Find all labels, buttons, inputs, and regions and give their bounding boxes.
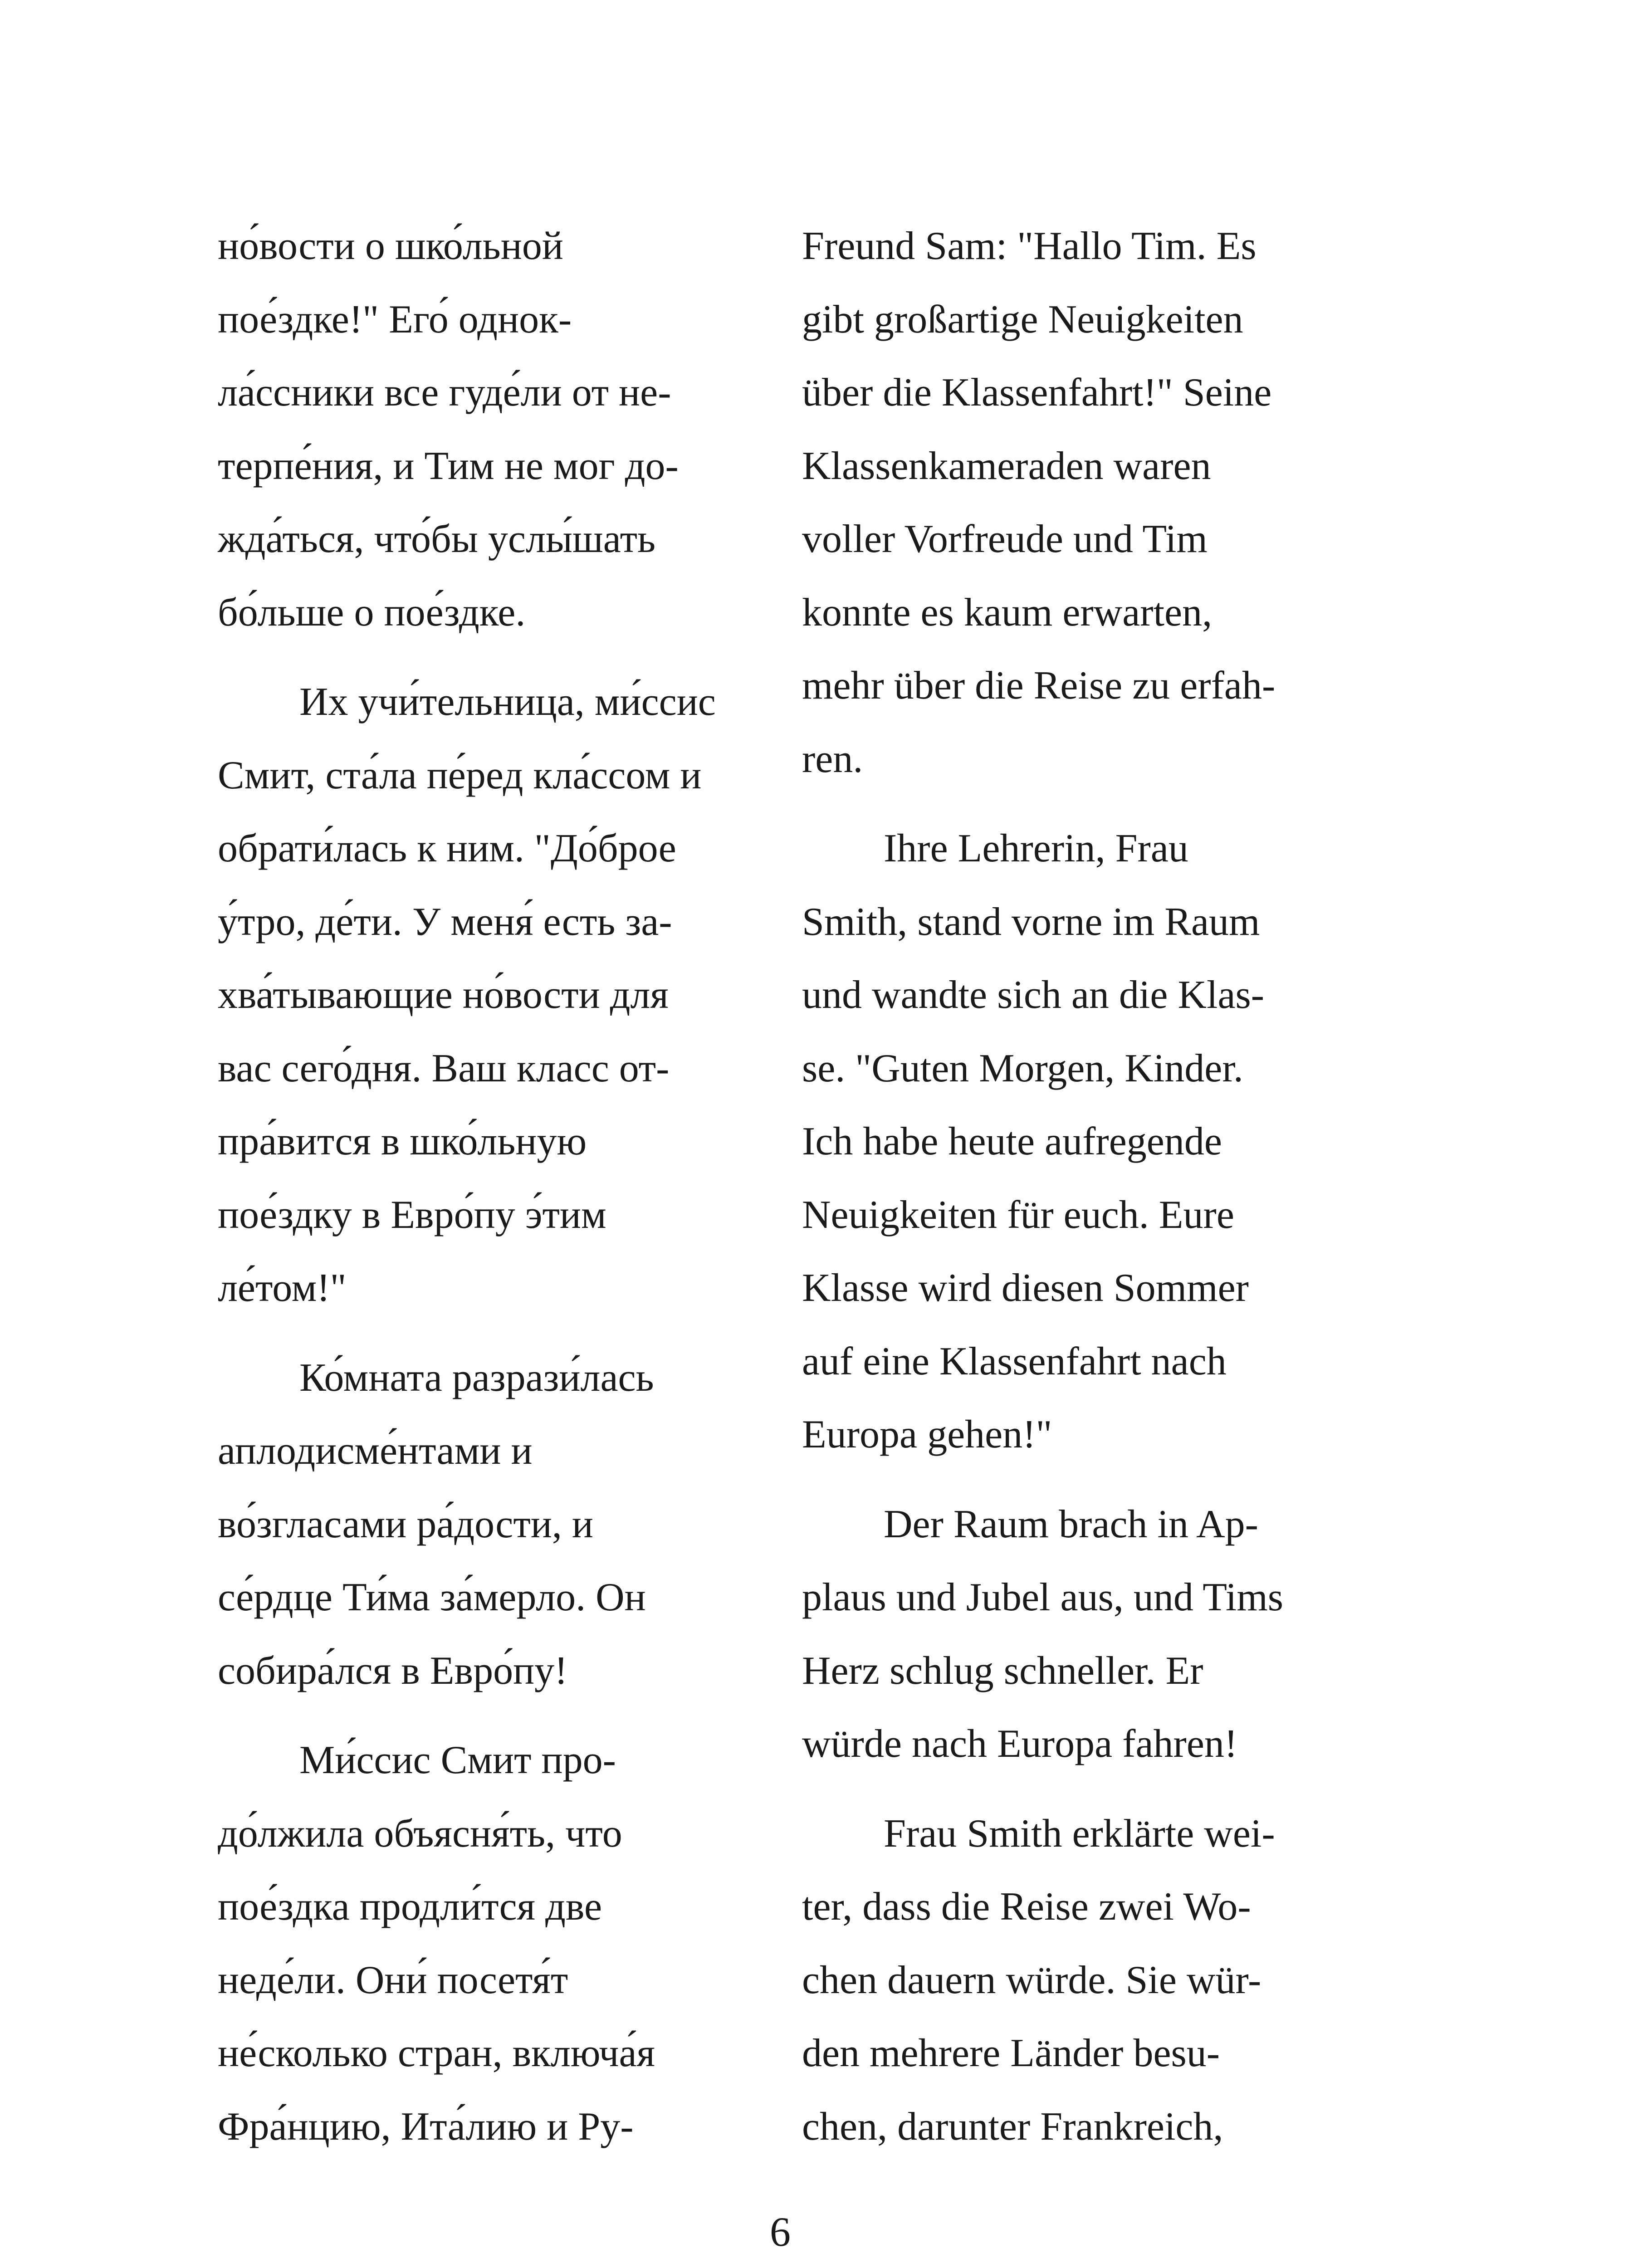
german-text-line: konnte es kaum erwarten, (802, 590, 1213, 635)
german-text-line: se. "Guten Morgen, Kinder. (802, 1046, 1243, 1090)
russian-text-line: во́згласами ра́дости, и (218, 1502, 594, 1546)
german-text-line: und wandte sich an die Klas- (802, 973, 1265, 1017)
german-column (802, 210, 1346, 2163)
russian-text-line: не́сколько стран, включа́я (218, 2031, 655, 2075)
german-text-line: Der Raum brach in Ap- (884, 1502, 1258, 1546)
russian-paragraph (218, 665, 780, 1325)
german-text-line: gibt großartige Neuigkeiten (802, 297, 1243, 342)
russian-text-line: терпе́ния, и Тим не мог до- (218, 444, 679, 488)
russian-text-line: ле́том!" (218, 1266, 347, 1310)
russian-text-line: до́лжила объясня́ть, что (218, 1811, 622, 1856)
russian-text-line: пое́здку в Евро́пу э́тим (218, 1193, 606, 1237)
german-text-line: den mehrere Länder besu- (802, 2031, 1220, 2075)
russian-text-line: Ко́мната разрази́лась (299, 1355, 654, 1400)
german-text-line: Europa gehen!" (802, 1413, 1052, 1457)
russian-text-line: пра́вится в шко́льную (218, 1119, 587, 1163)
russian-text-line: жда́ться, что́бы услы́шать (218, 517, 656, 561)
russian-paragraph (218, 210, 780, 649)
russian-text-line: неде́ли. Они́ посетя́т (218, 1958, 568, 2002)
german-paragraph (802, 812, 1346, 1471)
german-text-line: chen, darunter Frankreich, (802, 2104, 1223, 2149)
german-text-line: Ich habe heute aufregende (802, 1119, 1222, 1163)
german-text-line: mehr über die Reise zu erfah- (802, 664, 1276, 708)
german-text-line: über die Klassenfahrt!" Seine (802, 371, 1272, 415)
german-text-line: Klassenkameraden waren (802, 444, 1211, 488)
russian-text-line: Фра́нцию, Ита́лию и Ру- (218, 2104, 634, 2149)
russian-text-line: но́вости о шко́льной (218, 224, 563, 268)
russian-paragraph (218, 1341, 780, 1708)
page-number: 6 (770, 2209, 791, 2255)
russian-text-line: вас сего́дня. Ваш класс от- (218, 1046, 670, 1090)
german-text-line: auf eine Klassenfahrt nach (802, 1339, 1227, 1383)
german-text-line: Herz schlug schneller. Er (802, 1648, 1203, 1693)
russian-text-line: собира́лся в Евро́пу! (218, 1648, 568, 1693)
german-paragraph (802, 1797, 1346, 2164)
german-text-line: ren. (802, 737, 863, 781)
german-paragraph (802, 1488, 1346, 1781)
russian-text-line: у́тро, де́ти. У меня́ есть за- (218, 899, 672, 944)
russian-text-line: се́рдце Ти́ма за́мерло. Он (218, 1575, 646, 1619)
german-text-line: plaus und Jubel aus, und Tims (802, 1575, 1284, 1619)
russian-text-line: Их учи́тельница, ми́ссис (299, 680, 716, 724)
russian-column (218, 210, 780, 2163)
german-text-line: Smith, stand vorne im Raum (802, 899, 1260, 944)
german-paragraph (802, 210, 1346, 796)
german-text-line: ter, dass die Reise zwei Wo- (802, 1885, 1251, 1929)
russian-text-line: обрати́лась к ним. "До́брое (218, 826, 676, 870)
german-text-line: Klasse wird diesen Sommer (802, 1266, 1249, 1310)
russian-text-line: бо́льше о пое́здке. (218, 590, 526, 635)
russian-text-line: ла́ссники все гуде́ли от не- (218, 371, 671, 415)
german-text-line: Neuigkeiten für euch. Eure (802, 1193, 1234, 1237)
german-text-line: Ihre Lehrerin, Frau (884, 826, 1188, 870)
german-text-line: voller Vorfreude und Tim (802, 517, 1208, 561)
german-text-line: würde nach Europa fahren! (802, 1722, 1238, 1766)
russian-text-line: пое́здке!" Его́ однок- (218, 297, 572, 342)
russian-text-line: Ми́ссис Смит про- (299, 1738, 616, 1782)
russian-text-line: аплодисме́нтами и (218, 1429, 533, 1473)
german-text-line: Freund Sam: "Hallo Tim. Es (802, 224, 1257, 268)
russian-text-line: Смит, ста́ла пе́ред кла́ссом и (218, 753, 702, 797)
russian-text-line: хва́тывающие но́вости для (218, 973, 669, 1017)
russian-paragraph (218, 1724, 780, 2163)
german-text-line: Frau Smith erklärte wei- (884, 1811, 1275, 1856)
german-text-line: chen dauern würde. Sie wür- (802, 1958, 1261, 2002)
russian-text-line: пое́здка продли́тся две (218, 1885, 602, 1929)
